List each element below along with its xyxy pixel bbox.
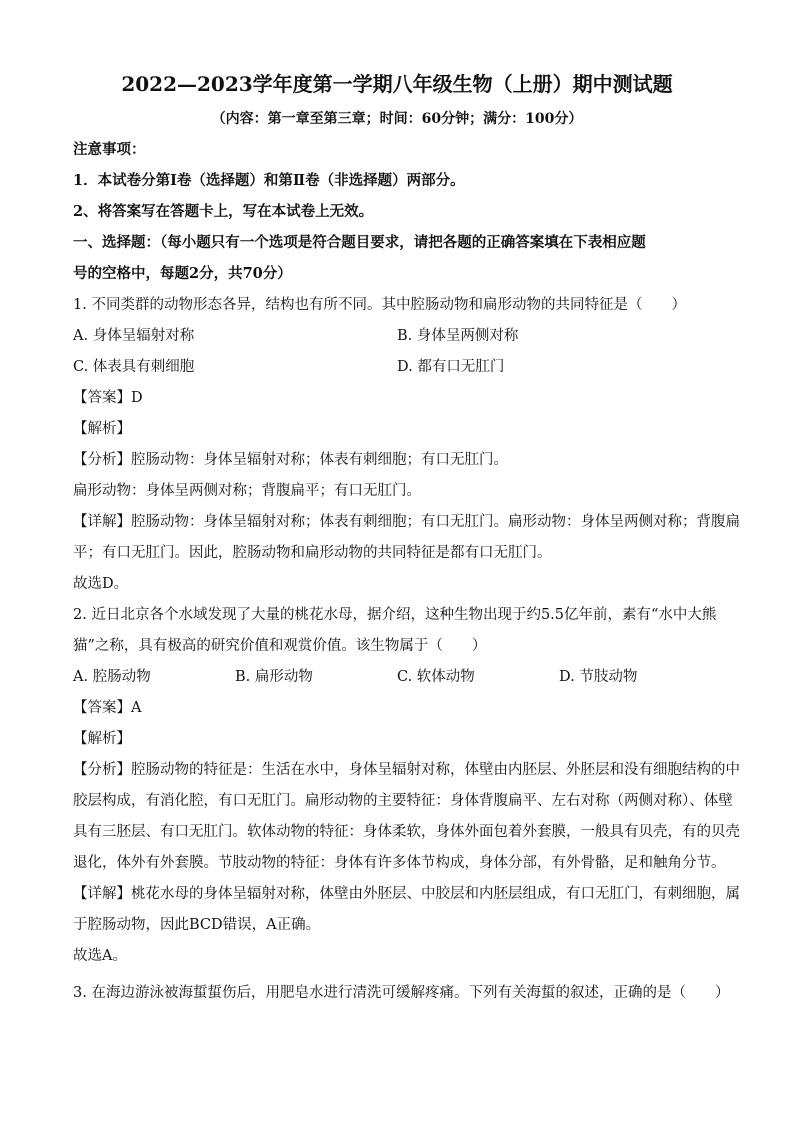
question-2-stem-line-2: 猫”之称，具有极高的研究价值和观赏价值。该生物属于（ ） [73, 638, 487, 654]
question-1-stem: 1. 不同类群的动物形态各异，结构也有所不同。其中腔肠动物和扁形动物的共同特征是（ ） [73, 297, 686, 313]
question-1-answer: 【答案】D [73, 390, 143, 406]
notes-heading: 注意事项： [73, 141, 146, 158]
section-heading-line-2: 号的空格中，每题2分，共70分） [73, 265, 292, 282]
question-2-answer: 【答案】A [73, 700, 142, 716]
page-title: 2022—2023学年度第一学期八年级生物（上册）期中测试题 [121, 72, 673, 96]
question-2-analysis-tag: 【解析】 [73, 731, 131, 747]
question-2-analysis-line-4: 退化，体外有外套膜。节肢动物的特征：身体有许多体节构成，身体分部，有外骨骼，足和触角分节。 [73, 855, 726, 871]
question-1-option-c: C. 体表具有刺细胞 [73, 359, 195, 375]
question-2-conclusion: 故选A。 [73, 948, 127, 964]
question-1-analysis-line-1: 【分析】腔肠动物：身体呈辐射对称；体表有刺细胞；有口无肛门。 [73, 452, 508, 468]
question-1-option-a: A. 身体呈辐射对称 [73, 328, 195, 344]
question-2-analysis-line-2: 胶层构成，有消化腔，有口无肛门。扁形动物的主要特征：身体背腹扁平、左右对称（两侧对称）、体壁 [73, 793, 733, 809]
question-3-stem: 3. 在海边游泳被海蜇蜇伤后，用肥皂水进行清洗可缓解疼痛。下列有关海蜇的叙述，正确的是（ ） [73, 985, 730, 1001]
section-heading-line-1: 一、选择题：（每小题只有一个选项是符合题目要求，请把各题的正确答案填在下表相应题 [73, 234, 646, 251]
question-2-option-c: C. 软体动物 [397, 669, 475, 685]
question-1-detail-line-2: 平；有口无肛门。因此，腔肠动物和扁形动物的共同特征是都有口无肛门。 [73, 545, 552, 561]
question-1-detail-line-1: 【详解】腔肠动物：身体呈辐射对称；体表有刺细胞；有口无肛门。扁形动物：身体呈两侧对称；背腹扁 [73, 514, 740, 530]
question-1-option-d: D. 都有口无肛门 [397, 359, 505, 375]
question-2-option-b: B. 扁形动物 [235, 669, 313, 685]
question-2-detail-line-2: 于腔肠动物，因此BCD错误，A正确。 [73, 917, 321, 933]
question-2-stem-line-1: 2. 近日北京各个水域发现了大量的桃花水母，据介绍，这种生物出现于约5.5亿年前，素有“水中大熊 [73, 607, 717, 623]
question-1-option-b: B. 身体呈两侧对称 [397, 328, 519, 344]
question-2-option-a: A. 腔肠动物 [73, 669, 151, 685]
question-2-detail-line-1: 【详解】桃花水母的身体呈辐射对称，体壁由外胚层、中胶层和内胚层组成，有口无肛门，有刺细胞，属 [73, 886, 740, 902]
page-subtitle: （内容：第一章至第三章；时间：60分钟；满分：100分） [211, 111, 583, 127]
question-1-conclusion: 故选D。 [73, 576, 129, 592]
question-1-analysis-line-2: 扁形动物：身体呈两侧对称；背腹扁平；有口无肛门。 [73, 483, 421, 499]
notes-item-2: 2、将答案写在答题卡上，写在本试卷上无效。 [73, 203, 374, 220]
question-2-analysis-line-1: 【分析】腔肠动物的特征是：生活在水中，身体呈辐射对称，体壁由内胚层、外胚层和没有细胞结构的中 [73, 762, 740, 778]
question-2-option-d: D. 节肢动物 [559, 669, 638, 685]
notes-item-1: 1．本试卷分第Ⅰ卷（选择题）和第Ⅱ卷（非选择题）两部分。 [73, 172, 465, 189]
question-1-analysis-tag: 【解析】 [73, 421, 131, 437]
question-2-analysis-line-3: 具有三胚层、有口无肛门。软体动物的特征：身体柔软，身体外面包着外套膜，一般具有贝壳，有的贝壳 [73, 824, 740, 840]
